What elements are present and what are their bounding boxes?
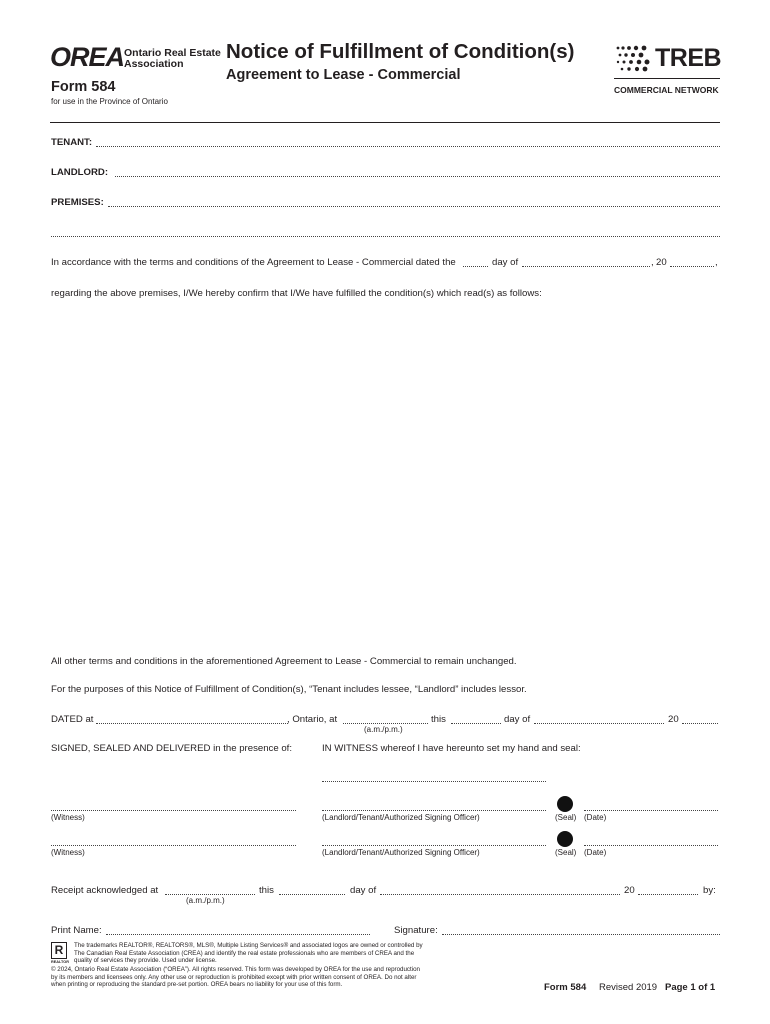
accordance-text: In accordance with the terms and conditions of the Agreement to Lease - Commercial dated the	[51, 257, 456, 268]
treb-dots-icon	[614, 45, 652, 73]
premises-field[interactable]	[108, 206, 720, 207]
date-field-1[interactable]	[584, 810, 718, 811]
header-rule	[50, 122, 720, 123]
dated-at-label: DATED at	[51, 714, 94, 725]
seal-dot-2	[557, 831, 573, 847]
witness-signature-2[interactable]	[51, 845, 296, 846]
dated-day-field[interactable]	[451, 723, 501, 724]
receipt-year-prefix: 20	[624, 885, 635, 896]
dated-ontario-at: , Ontario, at	[287, 714, 338, 725]
footer-page: Page 1 of 1	[665, 982, 716, 993]
regarding-text: regarding the above premises, I/We hereby confirm that I/We have fulfilled the condition(s) which read(s) as follows:	[51, 288, 542, 299]
agreement-day-field[interactable]	[463, 266, 488, 267]
seal-label-1: (Seal)	[555, 813, 577, 822]
receipt-time-field[interactable]	[165, 894, 255, 895]
officer-signature-2[interactable]	[322, 845, 546, 846]
page-subtitle: Agreement to Lease - Commercial	[226, 67, 461, 83]
date-label-2: (Date)	[584, 848, 607, 857]
conditions-area[interactable]	[51, 308, 720, 648]
orea-name-line1: Ontario Real Estate	[124, 47, 221, 59]
signature-label: Signature:	[394, 925, 438, 936]
date-field-2[interactable]	[584, 845, 718, 846]
seal-label-2: (Seal)	[555, 848, 577, 857]
orea-name	[124, 48, 221, 70]
dated-year-prefix: 20	[668, 714, 679, 725]
in-witness-text: IN WITNESS whereof I have hereunto set my hand and seal:	[322, 743, 581, 754]
premises-field-line2[interactable]	[51, 236, 720, 237]
seal-dot-1	[557, 796, 573, 812]
hand-seal-field[interactable]	[322, 781, 546, 782]
dated-month-field[interactable]	[534, 723, 664, 724]
copyright-notice	[51, 966, 420, 989]
footer-revised: Revised 2019	[599, 982, 658, 993]
officer-signature-1[interactable]	[322, 810, 546, 811]
print-name-field[interactable]	[106, 934, 370, 935]
purposes-text: For the purposes of this Notice of Fulfillment of Condition(s), “Tenant includes lessee, “Landlord” includes lessor.	[51, 684, 527, 695]
landlord-label: LANDLORD:	[51, 167, 109, 178]
print-name-label: Print Name:	[51, 925, 102, 936]
accordance-year-prefix: 20	[656, 257, 667, 268]
witness-signature-1[interactable]	[51, 810, 296, 811]
officer-label-1: (Landlord/Tenant/Authorized Signing Officer)	[322, 813, 480, 822]
trademark-line-1: The trademarks REALTOR®, REALTORS®, MLS®, Multiple Listing Services® and associated logos are owned or controlled by	[74, 942, 423, 949]
all-other-terms-text: All other terms and conditions in the aforementioned Agreement to Lease - Commercial to remain unchanged.	[51, 656, 517, 667]
treb-divider	[614, 78, 720, 79]
signature-field[interactable]	[442, 934, 720, 935]
dated-time-field[interactable]	[343, 723, 428, 724]
receipt-prefix: Receipt acknowledged at	[51, 885, 159, 896]
dated-location-field[interactable]	[96, 723, 288, 724]
accordance-end-comma: ,	[715, 257, 718, 268]
dated-ampm-label: (a.m./p.m.)	[364, 725, 403, 734]
treb-logo-text: TREB	[655, 44, 722, 72]
receipt-day-field[interactable]	[279, 894, 345, 895]
agreement-month-field[interactable]	[522, 266, 650, 267]
tenant-field[interactable]	[96, 146, 720, 147]
orea-name-line2: Association	[124, 58, 184, 70]
accordance-day-of: day of	[492, 257, 519, 268]
date-label-1: (Date)	[584, 813, 607, 822]
receipt-by: by:	[703, 885, 716, 896]
landlord-field[interactable]	[115, 176, 720, 177]
page-title: Notice of Fulfillment of Condition(s)	[226, 40, 575, 63]
realtor-mark-icon: R	[51, 942, 67, 959]
province-note: for use in the Province of Ontario	[51, 97, 168, 106]
copyright-line-3: when printing or reproducing the standard pre-set portion. OREA bears no liability for your use of this form.	[51, 981, 343, 989]
trademark-line-2: The Canadian Real Estate Association (CREA) and identify the real estate professionals who are members of CREA and the	[74, 949, 415, 957]
treb-network: COMMERCIAL NETWORK	[614, 85, 719, 95]
receipt-ampm-label: (a.m./p.m.)	[186, 896, 225, 905]
receipt-day-of: day of	[350, 885, 377, 896]
orea-logo-text: OREA	[50, 42, 125, 72]
realtor-logo	[51, 942, 69, 965]
tenant-label: TENANT:	[51, 137, 93, 148]
copyright-line-2: by its members and licensees only. Any other use or reproduction is prohibited except with prior written consent of OREA. Do not alter	[51, 973, 417, 981]
orea-logo	[50, 44, 124, 71]
receipt-this: this	[259, 885, 274, 896]
dated-this: this	[431, 714, 446, 725]
footer-form-number: Form 584	[544, 982, 587, 993]
dated-year-field[interactable]	[682, 723, 718, 724]
signed-sealed-text: SIGNED, SEALED AND DELIVERED in the presence of:	[51, 743, 293, 754]
copyright-line-1: © 2024, Ontario Real Estate Association (“OREA”). All rights reserved. This form was developed by OREA for the use and reproduction	[51, 966, 420, 973]
agreement-year-field[interactable]	[670, 266, 714, 267]
receipt-month-field[interactable]	[380, 894, 620, 895]
dated-day-of: day of	[504, 714, 531, 725]
premises-label: PREMISES:	[51, 197, 104, 208]
realtor-word: REALTOR	[51, 960, 69, 964]
trademark-notice	[74, 942, 423, 965]
witness-label-1: (Witness)	[51, 813, 85, 822]
receipt-year-field[interactable]	[638, 894, 698, 895]
witness-label-2: (Witness)	[51, 848, 85, 857]
form-label: Form 584	[51, 79, 116, 95]
accordance-comma: ,	[651, 257, 654, 268]
officer-label-2: (Landlord/Tenant/Authorized Signing Officer)	[322, 848, 480, 857]
trademark-line-3: quality of services they provide. Used under license.	[74, 957, 217, 965]
